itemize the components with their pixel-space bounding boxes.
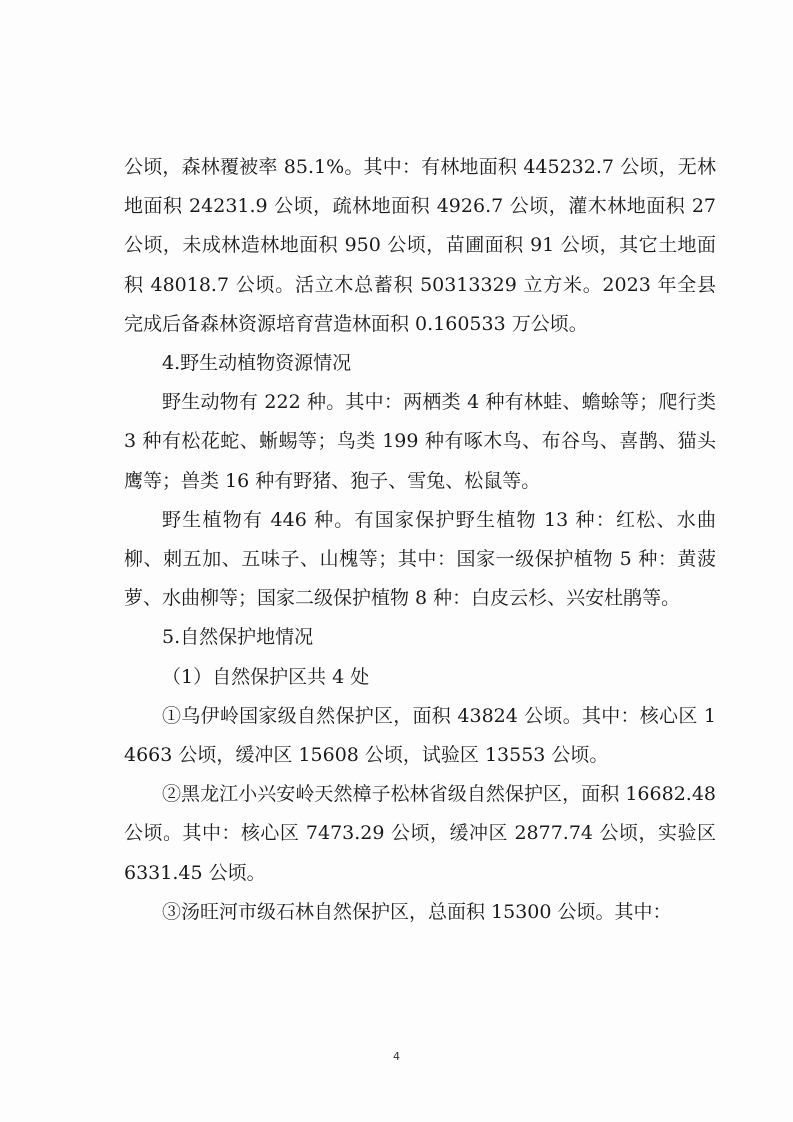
page-number: 4 bbox=[393, 1050, 400, 1063]
document-body bbox=[124, 148, 716, 932]
paragraph-reserve-1: ①乌伊岭国家级自然保护区，面积 43824 公顷。其中：核心区 14663 公顷，缓冲区 15608 公顷，试验区 13553 公顷。 bbox=[124, 704, 716, 767]
heading-nature-reserves: 5.自然保护地情况 bbox=[162, 626, 314, 649]
subheading-reserve-count: （1）自然保护区共 4 处 bbox=[162, 665, 370, 688]
paragraph-forest-continued: 公顷，森林覆被率 85.1%。其中：有林地面积 445232.7 公顷，无林地面积 24231.9 公顷，疏林地面积 4926.7 公顷，灌木林地面积 27 公顷，未成林造林地面积 950 公顷，苗圃面积 91 公顷，其它土地面积 48018.7 公顷。活立木总蓄积 50313329 立方米。2023 年全县完成后备森林资源培育营造林面积 0.160533 万公顷。 bbox=[124, 156, 716, 335]
paragraph-reserve-2: ②黑龙江小兴安岭天然樟子松林省级自然保护区，面积 16682.48 公顷。其中：核心区 7473.29 公顷，缓冲区 2877.74 公顷，实验区 6331.45 公顷。 bbox=[124, 783, 716, 884]
paragraph-wild-animals: 野生动物有 222 种。其中：两栖类 4 种有林蛙、蟾蜍等；爬行类 3 种有松花蛇、蜥蜴等；鸟类 199 种有啄木鸟、布谷鸟、喜鹊、猫头鹰等；兽类 16 种有野猪、狍子、雪兔、松鼠等。 bbox=[124, 391, 716, 492]
heading-wildlife-resources: 4.野生动植物资源情况 bbox=[162, 352, 352, 375]
paragraph-reserve-3: ③汤旺河市级石林自然保护区，总面积 15300 公顷。其中： bbox=[162, 900, 672, 923]
paragraph-wild-plants: 野生植物有 446 种。有国家保护野生植物 13 种：红松、水曲柳、刺五加、五味子、山槐等；其中：国家一级保护植物 5 种：黄菠萝、水曲柳等；国家二级保护植物 8 种：白皮云杉、兴安杜鹃等。 bbox=[124, 508, 716, 610]
